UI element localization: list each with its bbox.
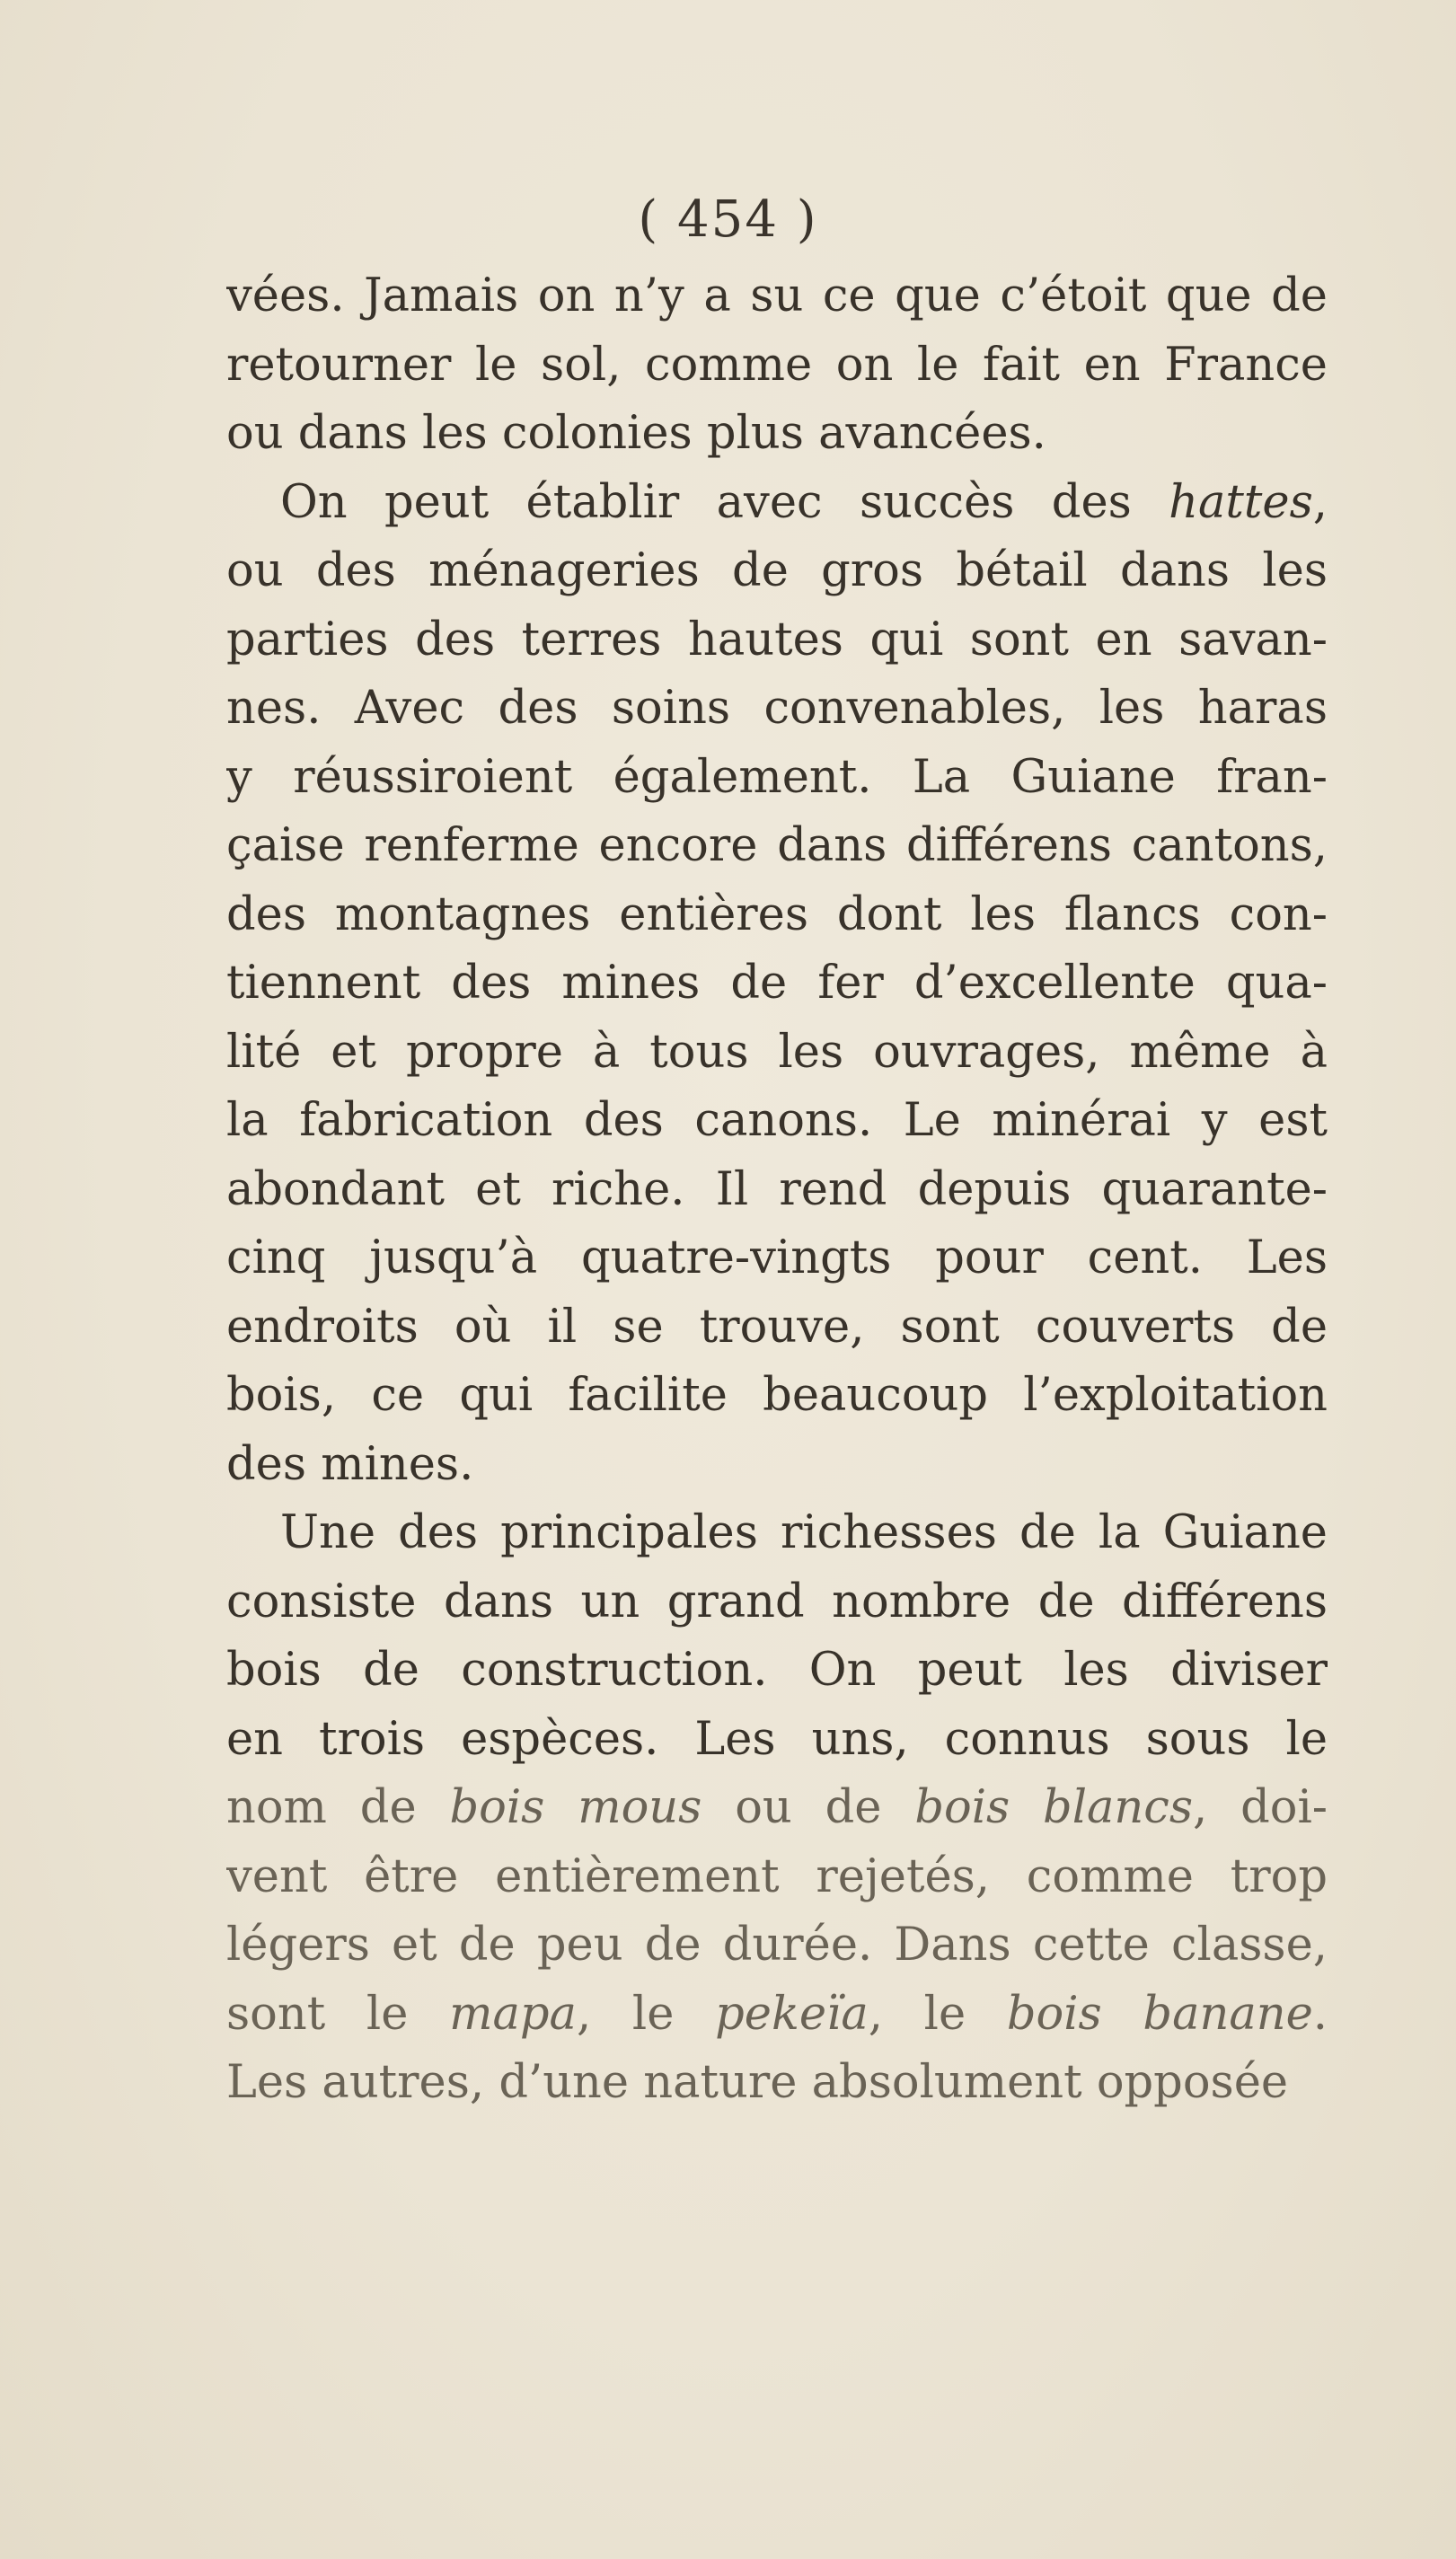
text-line-23 [226,1774,1328,1843]
text-line-26 [226,1981,1328,2050]
term-bois-mous: bois mous [449,1781,702,1834]
text-line-6: parties des terres hautes qui sont en savan- [226,613,1328,666]
text-line-26-a: sont le [226,1987,450,2041]
text-line-2: retourner le sol, comme on le fait en France [226,338,1328,392]
text-line-22: en trois espèces. Les uns, connus sous le [226,1712,1328,1766]
text-line-11: tiennent des mines de fer d’excellente qua- [226,957,1328,1010]
body-text [226,262,1328,2118]
text-line-3: ou dans les colonies plus avancées. [226,407,1046,460]
term-pekeia: pekeïa [715,1987,869,2041]
text-line-4-a: On peut établir avec succès des [280,475,1169,529]
text-line-25: légers et de peu de durée. Dans cette classe, [226,1919,1328,1972]
text-line-15: cinq jusqu’à quatre-vingts pour cent. Les [226,1231,1328,1284]
term-hattes: hattes [1169,475,1313,529]
page-number: ( 454 ) [638,190,818,249]
text-line-20: consiste dans un grand nombre de différens [226,1575,1328,1628]
text-line-7: nes. Avec des soins convenables, les haras [226,682,1328,735]
term-bois-blancs: bois blancs [914,1781,1194,1834]
text-line-23-e: , doi- [1193,1781,1328,1834]
text-line-17: bois, ce qui facilite beaucoup l’exploitation [226,1369,1328,1422]
term-bois-banane: bois banane [1006,1987,1313,2041]
text-line-19: Une des principales richesses de la Guiane [280,1506,1328,1559]
text-line-10: des montagnes entières dont les flancs con- [226,887,1328,941]
text-line-23-a: nom de [226,1781,450,1834]
text-line-18: des mines. [226,1437,474,1491]
text-line-13: la fabrication des canons. Le minérai y est [226,1094,1328,1147]
text-line-16: endroits où il se trouve, sont couverts de [226,1300,1328,1354]
text-line-8: y réussiroient également. La Guiane fran- [226,750,1328,804]
text-line-4-c: , [1312,475,1328,529]
text-line-26-e: , le [868,1987,1007,2041]
text-line-24: vent être entièrement rejetés, comme trop [226,1849,1328,1903]
text-line-21: bois de construction. On peut les diviser [226,1644,1328,1697]
text-line-1: vées. Jamais on n’y a su ce que c’étoit que de [226,269,1328,322]
text-line-9: çaise renferme encore dans différens cantons, [226,819,1328,872]
text-line-23-c: ou de [702,1781,915,1834]
text-line-5: ou des ménageries de gros bétail dans les [226,544,1328,597]
text-line-12: lité et propre à tous les ouvrages, même à [226,1025,1328,1079]
term-mapa: mapa [449,1987,577,2041]
text-line-26-c: , le [576,1987,716,2041]
text-line-14: abondant et riche. Il rend depuis quarante- [226,1162,1328,1216]
text-line-26-g: . [1312,1987,1328,2041]
text-line-27: Les autres, d’une nature absolument opposée [226,2056,1289,2109]
text-line-4 [226,469,1328,538]
